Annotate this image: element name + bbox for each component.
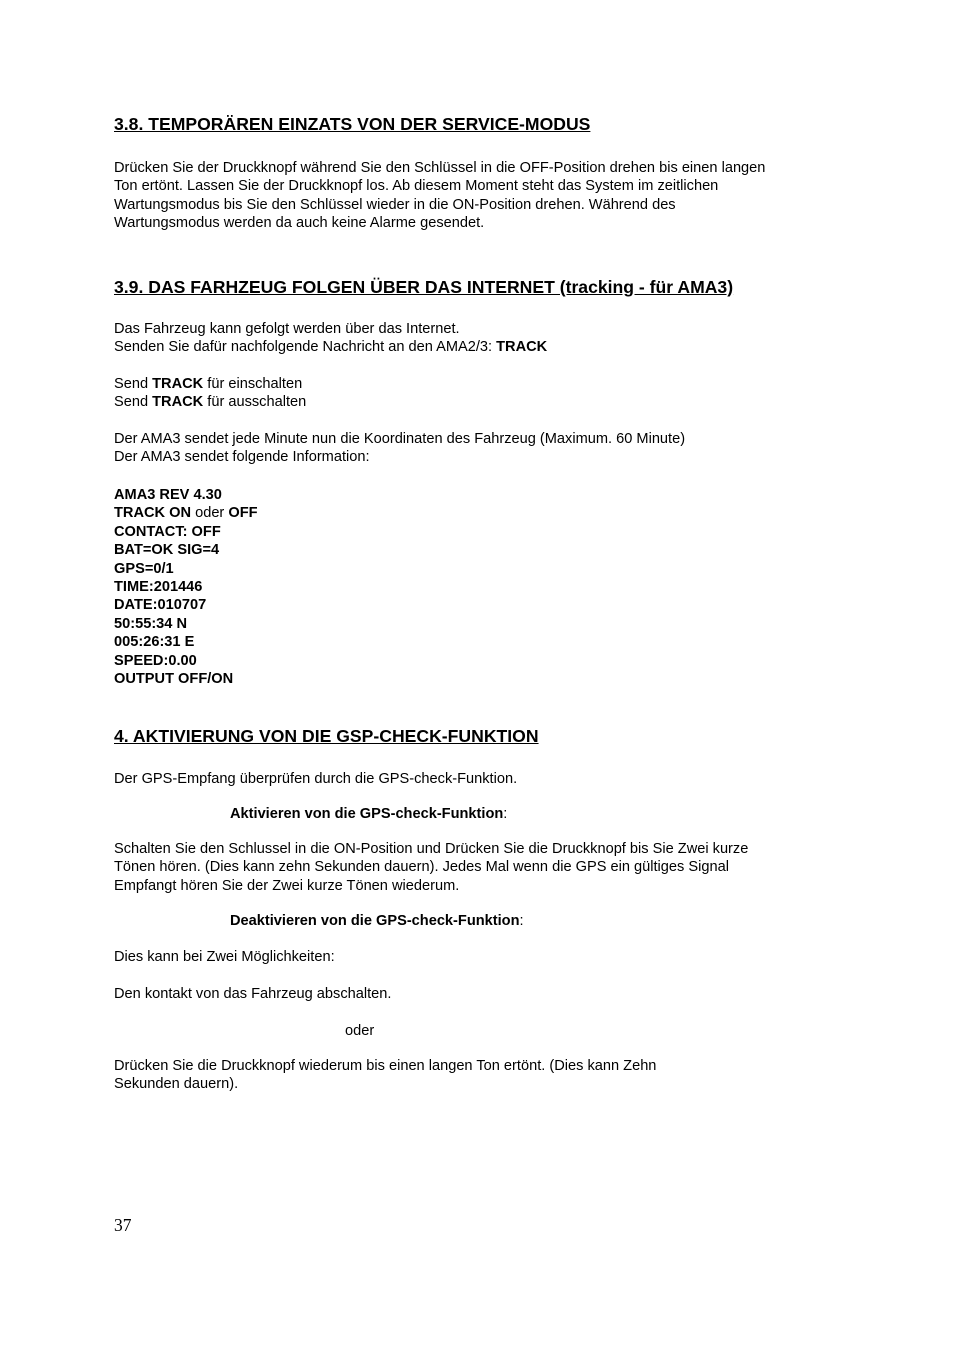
- section-4-intro: Der GPS-Empfang überprüfen durch die GPS-check-Funktion.: [114, 771, 518, 787]
- paragraph-line: Schalten Sie den Schlussel in die ON-Position und Drücken Sie die Druckknopf bis Sie Zwei kurze: [114, 841, 749, 857]
- section-heading-3-9: 3.9. DAS FARHZEUG FOLGEN ÜBER DAS INTERNET (tracking - für AMA3): [114, 277, 734, 297]
- output-line: CONTACT: OFF: [114, 523, 221, 540]
- output-line: TIME:201446: [114, 579, 203, 596]
- output-line: BAT=OK SIG=4: [114, 542, 220, 559]
- section-heading-4: 4. AKTIVIERUNG VON DIE GSP-CHECK-FUNKTION: [114, 726, 539, 746]
- output-line: DATE:010707: [114, 597, 207, 614]
- paragraph-line: Wartungsmodus bis Sie den Schlüssel wieder in die ON-Position drehen. Während des: [114, 196, 676, 213]
- paragraph-line: Drücken Sie der Druckknopf während Sie den Schlüssel in die OFF-Position drehen bis einen langen: [114, 160, 766, 176]
- send-line-off: Send TRACK für ausschalten: [114, 394, 307, 411]
- send-commands: [114, 375, 844, 412]
- option-two: [114, 1057, 844, 1094]
- info-line: Der AMA3 sendet jede Minute nun die Koordinaten des Fahrzeug (Maximum. 60 Minute): [114, 431, 686, 447]
- paragraph-line: Wartungsmodus werden da auch keine Alarme gesendet.: [114, 215, 485, 232]
- paragraph-line: Tönen hören. (Dies kann zehn Sekunden dauern). Jedes Mal wenn die GPS ein gültiges Signal: [114, 859, 729, 876]
- paragraph-line: Drücken Sie die Druckknopf wiederum bis einen langen Ton ertönt. (Dies kann Zehn: [114, 1058, 657, 1074]
- info-line: Der AMA3 sendet folgende Information:: [114, 449, 370, 466]
- intro-line: Das Fahrzeug kann gefolgt werden über das Internet.: [114, 321, 460, 337]
- section-3-9-intro: [114, 320, 844, 357]
- output-line: AMA3 REV 4.30: [114, 487, 222, 503]
- oder-separator: oder: [345, 1023, 375, 1039]
- ama3-output-listing: [114, 486, 844, 688]
- ama3-info: [114, 430, 844, 467]
- page-number: 37: [114, 1215, 132, 1235]
- section-3-8-paragraph: [114, 159, 844, 233]
- paragraph-line: Ton ertönt. Lassen Sie der Druckknopf los. Ab diesem Moment steht das System im zeitlichen: [114, 178, 719, 195]
- paragraph-line: Empfangt hören Sie der Zwei kurze Tönen wiederum.: [114, 877, 460, 894]
- deactivate-subheading: Deaktivieren von die GPS-check-Funktion:: [230, 913, 524, 929]
- activate-subheading: Aktivieren von die GPS-check-Funktion:: [230, 806, 508, 822]
- intro-line: Senden Sie dafür nachfolgende Nachricht an den AMA2/3: TRACK: [114, 339, 548, 356]
- track-command: TRACK: [496, 339, 548, 356]
- output-line: 50:55:34 N: [114, 615, 188, 632]
- possibilities-line: Dies kann bei Zwei Möglichkeiten:: [114, 949, 335, 965]
- output-line: 005:26:31 E: [114, 634, 195, 651]
- output-line: GPS=0/1: [114, 560, 174, 577]
- output-line: SPEED:0.00: [114, 652, 197, 669]
- output-line: OUTPUT OFF/ON: [114, 671, 234, 688]
- send-line-on: Send TRACK für einschalten: [114, 376, 303, 392]
- section-heading-3-8: 3.8. TEMPORÄREN EINZATS VON DER SERVICE-MODUS: [114, 114, 591, 134]
- paragraph-line: Sekunden dauern).: [114, 1076, 239, 1093]
- option-one: Den kontakt von das Fahrzeug abschalten.: [114, 986, 392, 1002]
- output-line: TRACK ON oder OFF: [114, 505, 258, 522]
- activate-paragraph: [114, 840, 844, 895]
